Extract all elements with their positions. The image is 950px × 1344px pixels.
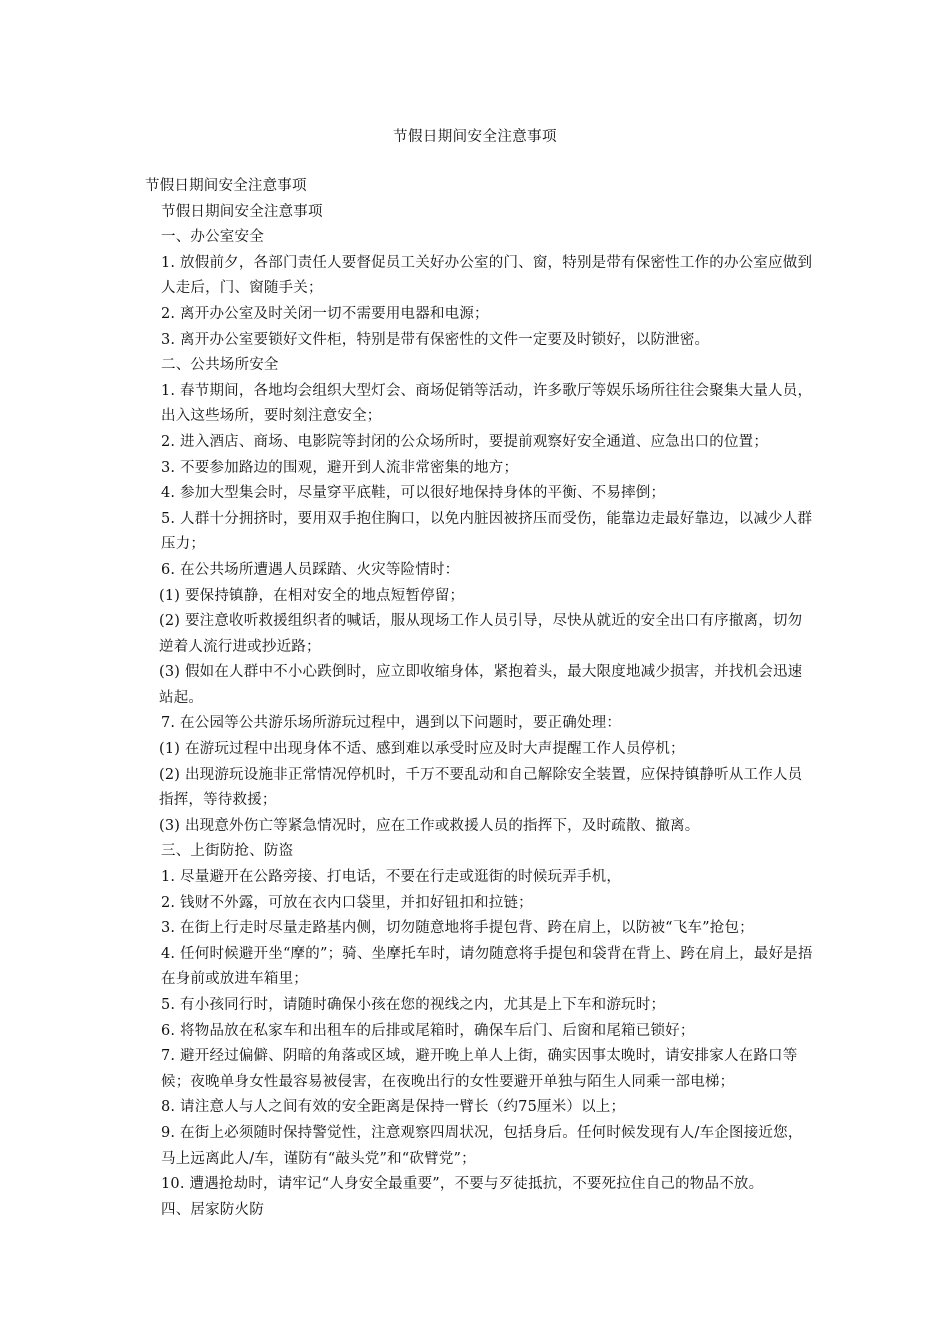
list-item: 1. 尽量避开在公路旁接、打电话，不要在行走或逛街的时候玩弄手机， xyxy=(161,869,622,886)
list-item: 3. 不要参加路边的围观，避开到人流非常密集的地方； xyxy=(161,459,519,476)
list-item: 2. 进入酒店、商场、电影院等封闭的公众场所时，要提前观察好安全通道、应急出口的位置； xyxy=(161,433,769,450)
document-body xyxy=(145,174,815,1223)
list-item: 7. 在公园等公共游乐场所游玩过程中，遇到以下问题时，要正确处理： xyxy=(161,715,622,732)
sub-list-item: (3) 假如在人群中不小心跌倒时，应立即收缩身体，紧抱着头，最大限度地减少损害，并找机会迅速站起。 xyxy=(159,664,803,706)
section-heading: 三、上街防抢、防盗 xyxy=(161,843,294,860)
list-item: 2. 离开办公室及时关闭一切不需要用电器和电源； xyxy=(161,305,489,322)
section-heading: 一、办公室安全 xyxy=(161,229,264,246)
sub-list-item: (2) 出现游玩设施非正常情况停机时，千万不要乱动和自己解除安全装置，应保持镇静听从工作人员指挥，等待救援； xyxy=(159,766,803,809)
paragraph: 节假日期间安全注意事项 xyxy=(145,178,307,194)
list-item: 6. 将物品放在私家车和出租车的后排或尾箱时，确保车后门、后窗和尾箱已锁好； xyxy=(161,1022,695,1039)
list-item: 4. 参加大型集会时，尽量穿平底鞋，可以很好地保持身体的平衡、不易摔倒； xyxy=(161,485,666,502)
list-item: 5. 有小孩同行时，请随时确保小孩在您的视线之内，尤其是上下车和游玩时； xyxy=(161,997,666,1013)
page-title: 节假日期间安全注意事项 xyxy=(393,129,557,145)
sub-list-item: (1) 在游玩过程中出现身体不适、感到难以承受时应及时大声提醒工作人员停机； xyxy=(159,741,685,758)
list-item: 2. 钱财不外露，可放在衣内口袋里，并扣好钮扣和拉链； xyxy=(161,894,533,911)
sub-list-item: (2) 要注意收听救援组织者的喊话，服从现场工作人员引导，尽快从就近的安全出口有序撤离，切勿逆着人流行进或抄近路； xyxy=(159,613,803,655)
list-item: 8. 请注意人与人之间有效的安全距离是保持一臂长（约75厘米）以上； xyxy=(161,1099,626,1116)
list-item: 6. 在公共场所遭遇人员踩踏、火灾等险情时： xyxy=(161,561,460,578)
section-heading: 四、居家防火防 xyxy=(161,1201,264,1218)
list-item: 9. 在街上必须随时保持警觉性，注意观察四周状况，包括身后。任何时候发现有人/车企图接近您，马上远离此人/车，谨防有“敲头党”和“砍臂党”； xyxy=(161,1124,803,1167)
sub-list-item: (3) 出现意外伤亡等紧急情况时，应在工作或救援人员的指挥下，及时疏散、撤离。 xyxy=(159,817,700,834)
list-item: 3. 在街上行走时尽量走路基内侧，切勿随意地将手提包背、跨在肩上，以防被“飞车”抢包； xyxy=(161,920,754,937)
list-item: 5. 人群十分拥挤时，要用双手抱住胸口，以免内脏因被挤压而受伤，能靠边走最好靠边，以减少人群压力； xyxy=(161,510,813,553)
list-item: 1. 放假前夕，各部门责任人要督促员工关好办公室的门、窗，特别是带有保密性工作的办公室应做到人走后，门、窗随手关； xyxy=(161,254,813,297)
list-item: 3. 离开办公室要锁好文件柜，特别是带有保密性的文件一定要及时锁好，以防泄密。 xyxy=(161,331,710,348)
list-item: 10. 遭遇抢劫时，请牢记“人身安全最重要”，不要与歹徒抵抗，不要死拉住自己的物品不放。 xyxy=(161,1176,764,1193)
section-heading: 二、公共场所安全 xyxy=(161,357,279,374)
sub-list-item: (1) 要保持镇静，在相对安全的地点短暂停留； xyxy=(159,587,465,604)
list-item: 7. 避开经过偏僻、阴暗的角落或区域，避开晚上单人上街，确实因事太晚时，请安排家人在路口等候；夜晚单身女性最容易被侵害，在夜晚出行的女性要避开单独与陌生人同乘一部电梯； xyxy=(161,1048,798,1090)
list-item: 4. 任何时候避开坐“摩的”；骑、坐摩托车时，请勿随意将手提包和袋背在背上、跨在肩上，最好是捂在身前或放进车箱里； xyxy=(161,945,813,988)
paragraph: 节假日期间安全注意事项 xyxy=(161,203,323,220)
list-item: 1. 春节期间，各地均会组织大型灯会、商场促销等活动，许多歌厅等娱乐场所往往会聚集大量人员，出入这些场所，要时刻注意安全； xyxy=(161,382,813,425)
